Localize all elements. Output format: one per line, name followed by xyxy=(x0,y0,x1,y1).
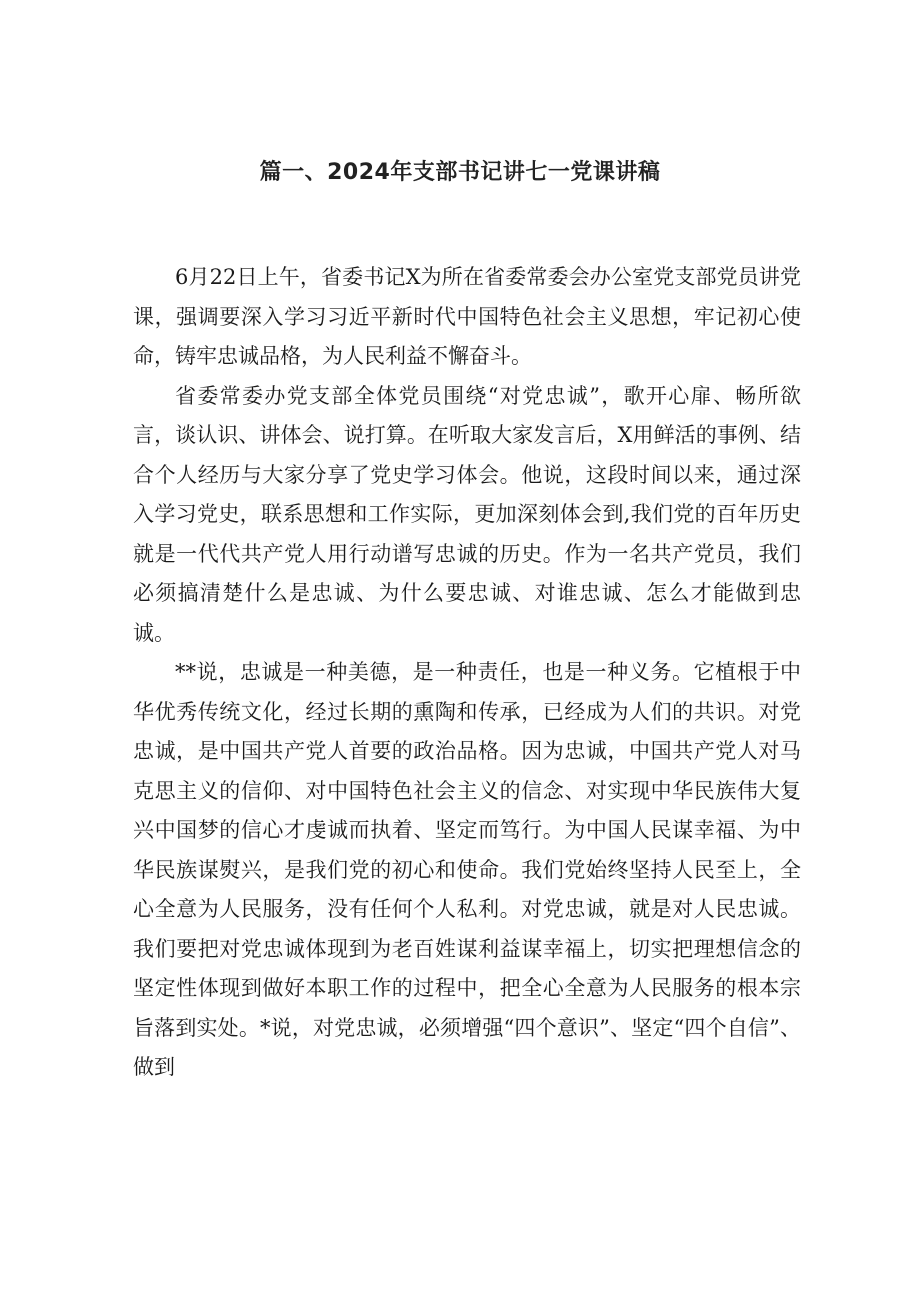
paragraph-1: 6月22日上午，省委书记X为所在省委常委会办公室党支部党员讲党课，强调要深入学习习近平新时代中国特色社会主义思想，牢记初心使命，铸牢忠诚品格，为人民利益不懈奋斗。 xyxy=(133,265,801,368)
document-body xyxy=(133,258,801,1088)
paragraph-3: **说，忠诚是一种美德，是一种责任，也是一种义务。它植根于中华优秀传统文化，经过长期的熏陶和传承，已经成为人们的共识。对党忠诚，是中国共产党人首要的政治品格。因为忠诚，中国共产党人对马克思主义的信仰、对中国特色社会主义的信念、对实现中华民族伟大复兴中国梦的信心才虔诚而执着、坚定而笃行。为中国人民谋幸福、为中华民族谋熨兴，是我们党的初心和使命。我们党始终坚持人民至上，全心全意为人民服务，没有任何个人私利。对党忠诚，就是对人民忠诚。我们要把对党忠诚体现到为老百姓谋利益谋幸福上，切实把理想信念的坚定性体现到做好本职工作的过程中，把全心全意为人民服务的根本宗旨落到实处。*说，对党忠诚，必须增强“四个意识”、坚定“四个自信”、做到 xyxy=(133,660,801,1079)
document-title: 篇一、2024年支部书记讲七一党课讲稿 xyxy=(259,160,661,185)
paragraph-2: 省委常委办党支部全体党员围绕“对党忠诚”，歌开心扉、畅所欲言，谈认识、讲体会、说打算。在听取大家发言后，X用鲜活的事例、结合个人经历与大家分享了党史学习体会。他说，这段时间以来，通过深入学习党史，联系思想和工作实际，更加深刻体会到,我们党的百年历史就是一代代共产党人用行动谱写忠诚的历史。作为一名共产党员，我们必须搞清楚什么是忠诚、为什么要忠诚、对谁忠诚、怎么才能做到忠诚。 xyxy=(133,383,801,645)
